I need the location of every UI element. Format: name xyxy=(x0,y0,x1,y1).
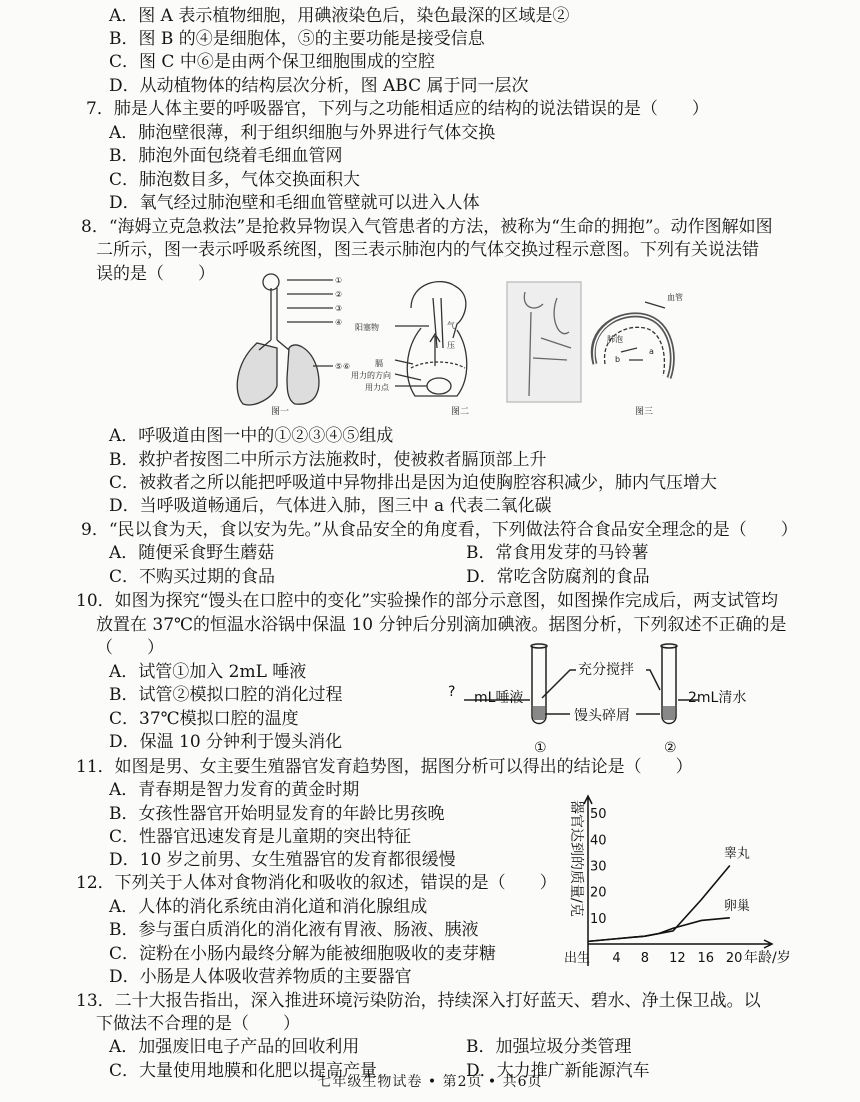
stir-label: 充分搅拌 xyxy=(578,662,634,678)
line-q13A: A．加强废旧电子产品的回收利用 xyxy=(109,1037,360,1057)
x-tick-label: 20 xyxy=(725,951,743,966)
label-force-dir: 用力的方向 xyxy=(351,371,391,380)
x-axis xyxy=(588,940,772,948)
crumbs-label: 馒头碎屑 xyxy=(574,708,630,724)
line-q9B: B．常食用发芽的马铃薯 xyxy=(466,543,649,563)
line-q6d: D．从动植物体的结构层次分析，图 ABC 属于同一层次 xyxy=(109,76,529,96)
line-q8B: B．救护者按图二中所示方法施救时，使被救者膈顶部上升 xyxy=(109,450,547,470)
line-q8b: 二所示，图一表示呼吸系统图，图三表示肺泡内的气体交换过程示意图。下列有关说法错 xyxy=(96,240,759,260)
label-diaphragm: 膈 xyxy=(375,359,383,368)
line-q7: 7．肺是人体主要的呼吸器官，下列与之功能相适应的结构的说法错误的是（ ） xyxy=(86,99,709,119)
x-axis-label: 年龄/岁 xyxy=(744,950,791,966)
line-q7c: C．肺泡数目多，气体交换面积大 xyxy=(109,170,361,190)
water-label: 2mL清水 xyxy=(688,690,747,706)
nasal-cavity xyxy=(263,274,279,290)
line-q10B: B．试管②模拟口腔的消化过程 xyxy=(109,685,343,705)
num-1: ① xyxy=(335,276,343,285)
line-q8C: C．被救者之所以能把呼吸道中异物排出是因为迫使胸腔容积减少，肺内气压增大 xyxy=(109,473,718,493)
num-5: ⑤ xyxy=(335,362,343,371)
series-label-1: 卵巢 xyxy=(723,898,750,914)
x-tick-label: 8 xyxy=(640,951,650,966)
line-q9: 9．“民以食为天，食以安为先。”从食品安全的角度看，下列做法符合食品安全理念的是（ ） xyxy=(81,520,798,540)
x-tick-label: 16 xyxy=(697,951,715,966)
line-q11B: B．女孩性器官开始明显发育的年龄比男孩晚 xyxy=(109,804,445,824)
question-mark: ? xyxy=(448,684,456,700)
line-q12C: C．淀粉在小肠内最终分解为能被细胞吸收的麦芽糖 xyxy=(109,944,497,964)
line-q6c: C．图 C 中⑥是由两个保卫细胞围成的空腔 xyxy=(109,52,435,72)
line-q12D: D．小肠是人体吸收营养物质的主要器官 xyxy=(109,967,412,987)
num-6: ⑥ xyxy=(343,362,351,371)
num-2: ② xyxy=(335,290,343,299)
diaphragm xyxy=(411,362,465,368)
num-3: ③ xyxy=(335,304,343,313)
y-tick-label: 30 xyxy=(590,859,607,875)
q10-figure xyxy=(440,640,780,760)
line-q6a: A．图 A 表示植物细胞，用碘液染色后，染色最深的区域是② xyxy=(109,6,570,26)
label-alveolus: 肺泡 xyxy=(607,335,623,344)
y-tick-label: 40 xyxy=(590,833,607,849)
line-q10c: （ ） xyxy=(96,638,164,658)
page-footer: 七年级生物试卷 • 第2页 • 共6页 xyxy=(317,1074,543,1090)
line-q11C: C．性器官迅速发育是儿童期的突出特征 xyxy=(109,827,412,847)
saliva-label: mL唾液 xyxy=(474,690,524,706)
line-q9D: D．常吃含防腐剂的食品 xyxy=(466,567,650,587)
label-qi: 气 xyxy=(447,321,455,330)
line-q13b: 下做法不合理的是（ ） xyxy=(96,1014,300,1034)
y-axis-label: 器官达到的质量/克 xyxy=(568,800,584,917)
arrow-up xyxy=(430,334,440,366)
num-4: ④ xyxy=(335,318,343,327)
label-a: a xyxy=(649,347,654,356)
line-q10A: A．试管①加入 2mL 唾液 xyxy=(109,662,307,682)
line-q11D: D．10 岁之前男、女生殖器官的发育都很缓慢 xyxy=(109,850,456,870)
line-q13D: D．大力推广新能源汽车 xyxy=(466,1061,650,1081)
line-q7a: A．肺泡壁很薄，利于组织细胞与外界进行气体交换 xyxy=(109,123,496,143)
line-q11: 11．如图是男、女主要生殖器官发育趋势图，据图分析可以得出的结论是（ ） xyxy=(76,757,693,777)
label-force-pt: 用力点 xyxy=(365,383,389,392)
x-tick-label: 出生 xyxy=(564,951,591,966)
caption-fig3: 图三 xyxy=(635,407,654,416)
label-vessel: 血管 xyxy=(667,293,683,302)
series-label-0: 睾丸 xyxy=(723,846,750,862)
line-q11A: A．青春期是智力发育的黄金时期 xyxy=(109,780,360,800)
series-line-0 xyxy=(588,865,730,941)
line-q12B: B．参与蛋白质消化的消化液有胃液、肠液、胰液 xyxy=(109,920,479,940)
line-q8A: A．呼吸道由图一中的①②③④⑤组成 xyxy=(109,426,394,446)
caption-fig2: 图二 xyxy=(451,407,470,416)
tube-2-label: ② xyxy=(664,740,677,756)
line-q10C: C．37℃模拟口腔的温度 xyxy=(109,709,299,729)
y-tick-label: 50 xyxy=(590,807,607,823)
right-lung xyxy=(287,345,319,404)
line-q6b: B．图 B 的④是细胞体，⑤的主要功能是接受信息 xyxy=(109,29,485,49)
left-lung xyxy=(237,343,277,405)
tube-1-label: ① xyxy=(534,740,547,756)
line-q12A: A．人体的消化系统由消化道和消化腺组成 xyxy=(109,897,428,917)
label-b: b xyxy=(615,355,621,364)
rescue-photo xyxy=(507,282,581,402)
q11-chart xyxy=(560,790,810,980)
q8-figure xyxy=(225,268,705,416)
line-q8c: 误的是（ ） xyxy=(96,264,215,284)
line-q13: 13．二十大报告指出，深入推进环境污染防治，持续深入打好蓝天、碧水、净土保卫战。以 xyxy=(76,991,761,1011)
line-q7d: D．氧气经过肺泡壁和毛细血管壁就可以进入人体 xyxy=(109,193,480,213)
x-tick-label: 4 xyxy=(612,951,621,966)
trachea xyxy=(259,288,289,350)
series-line-1 xyxy=(588,918,730,942)
y-tick-label: 20 xyxy=(590,885,607,901)
y-tick-label: 10 xyxy=(590,911,607,927)
line-q10: 10．如图为探究“馒头在口腔中的变化”实验操作的部分示意图，如图操作完成后，两支试管均 xyxy=(76,591,779,611)
line-q8: 8．“海姆立克急救法”是抢救异物误入气管患者的方法，被称为“生命的拥抱”。动作图解如图 xyxy=(81,217,773,237)
label-obstruction: 阳塞物 xyxy=(355,323,379,332)
caption-fig1: 图一 xyxy=(271,407,290,416)
line-q10D: D．保温 10 分钟利于馒头消化 xyxy=(109,732,343,752)
line-q13C: C．大量使用地膜和化肥以提高产量 xyxy=(109,1061,378,1081)
line-q13B: B．加强垃圾分类管理 xyxy=(466,1037,632,1057)
line-q9C: C．不购买过期的食品 xyxy=(109,567,276,587)
label-ya: 压 xyxy=(447,341,455,350)
fist xyxy=(427,378,451,394)
line-q12: 12．下列关于人体对食物消化和吸收的叙述，错误的是（ ） xyxy=(76,873,557,893)
line-q10b: 放置在 37℃的恒温水浴锅中保温 10 分钟后分别滴加碘液。据图分析，下列叙述不正确的是 xyxy=(96,615,787,635)
x-tick-label: 12 xyxy=(669,951,686,966)
line-q7b: B．肺泡外面包绕着毛细血管网 xyxy=(109,146,343,166)
line-q9A: A．随便采食野生蘑菇 xyxy=(109,543,275,563)
line-q8D: D．当呼吸道畅通后，气体进入肺，图三中 a 代表二氧化碳 xyxy=(109,496,552,516)
